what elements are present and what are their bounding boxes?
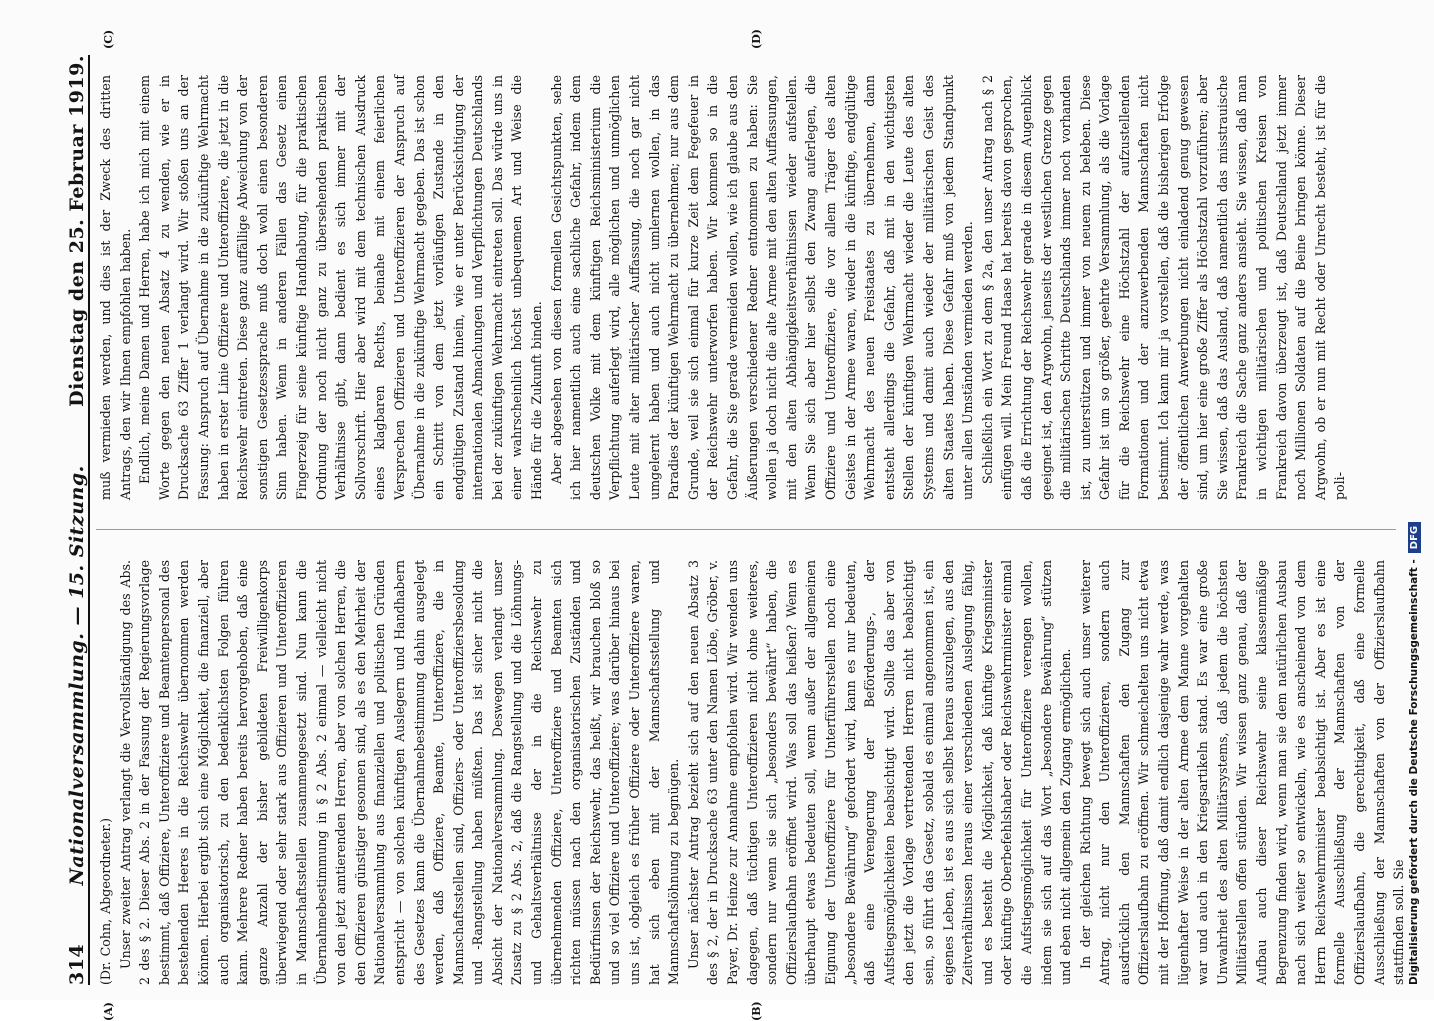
text-column-left <box>96 560 1409 985</box>
paragraph: Unser nächster Antrag bezieht sich auf den neuen Absatz 3 des § 2, der in Drucksache 63 unter den Namen Löbe, Gröber, v. Payer, Dr. Heinze zur Annahme empfohlen wird. Wir wenden uns dagegen, daß tüchtigen Unteroffizieren nicht ohne weiteres, sondern nur wenn sie sich „besonders bewährt“ haben, die Offizierslaufbahn eröffnet wird. Was soll das heißen? Wenn es überhaupt etwas bedeuten soll, wenn außer der allgemeinen Eignung der Unteroffiziere für Unterführerstellen noch eine „besondere Bewährung“ gefordert wird, kann es nur bedeuten, daß eine Verengerung der Beförderungs-, der Aufstiegsmöglichkeiten beabsichtigt wird. Sollte das aber von den jetzt die Vorlage vertretenden Herren nicht beabsichtigt sein, so führt das Gesetz, sobald es einmal angenommen ist, ein eigenes Leben, ist es aus sich selbst heraus auszulegen, aus den Zeitverhältnissen heraus einer verschiedenen Auslegung fähig, und es besteht die Möglichkeit, daß künftige Kriegsminister oder künftige Oberbefehlshaber oder Reichswehrminister einmal die Aufstiegsmöglichkeit für Unteroffiziere verengen wollen, indem sie sich auf das Wort „besondere Bewährung“ stützen und eben nicht allgemein den Zugang ermöglichen. <box>685 560 1074 985</box>
margin-marker-a: (A) <box>102 1002 115 1021</box>
paragraph: muß vermieden werden, und dies ist der Zweck des dritten Antrags, den wir Ihnen empfohlen haben. <box>98 75 133 500</box>
page-header <box>50 55 90 985</box>
credit-text: Digitalisierung gefördert durch die Deutsche Forschungsgemeinschaft - <box>1408 559 1420 985</box>
paragraph: In der gleichen Richtung bewegt sich auch unser weiterer Antrag, nicht nur den Unteroffizieren, sondern auch ausdrücklich den Mannschaften den Zugang zur Offizierslaufbahn zu eröffnen. Wir schmeichelten uns nicht etwa mit der Hoffnung, daß damit endlich dasjenige wahr werde, was lügenhafter Weise in der alten Armee dem Manne vorgehalten war und auch in den Kriegsartikeln stand. Es war eine große Unwahrheit des alten Militärsystems, daß jedem die höchsten Militärstellen offen stünden. Wir wissen ganz genau, daß der Aufbau auch dieser Reichswehr seine klassenmäßige Begrenzung finden wird, wenn man sie dem natürlichen Ausbau nach sich weiter so entwickeln, wie es anscheinend von dem Herrn Reichswehrminister beabsichtigt ist. Aber es ist eine formelle Ausschließung der Mannschaften von der Offizierslaufbahn, die gerechtigkeit, daß eine formelle Ausschließung der Mannschaften von der Offizierslaufbahn stattfinden soll. Sie <box>1077 560 1407 985</box>
dfg-logo: DFG <box>1408 522 1421 553</box>
session-title: Nationalversammlung. — 15. Sitzung. <box>66 465 88 886</box>
rotated-page-content <box>50 29 1420 1021</box>
paragraph: Unser zweiter Antrag verlangt die Vervollständigung des Abs. 2 des § 2. Dieser Abs. 2 in der Fassung der Regierungsvorlage bestimmt, daß Offiziere, Unteroffiziere und Beamtenpersonal des bestehenden Heeres in die Reichswehr übernommen werden können. Hierbei ergibt sich eine Möglichkeit, die finanziell, aber auch organisatorisch, zu den bedenklichsten Folgen führen kann. Mehrere Redner haben bereits hervorgehoben, daß eine ganze Anzahl der bisher gebildeten Freiwilligenkorps überwiegend oder sehr stark aus Offizieren und Unteroffizieren in Mannschaftsstellen zusammengesetzt sind. Nun kann die Übernahmebestimmung in § 2 Abs. 2 einmal — vielleicht nicht von den jetzt amtierenden Herren, aber von solchen Herren, die den Offizieren günstiger gesonnen sind, als es den Mehrheit der Nationalversammlung aus finanziellen und politischen Gründen entspricht — von solchen künftigen Auslegern und Handhabern des Gesetzes kann die Übernahmebestimmung dahin ausgelegt werden, daß Offiziere, Beamte, Unteroffiziere, die in Mannschaftsstellen sind, Offiziers- oder Unteroffiziersbesoldung und -Rangstellung haben müßten. Das ist sicher nicht die Absicht der Nationalversammlung. Deswegen verlangt unser Zusatz zu § 2 Abs. 2, daß die Rangstellung und die Löhnungs- und Gehaltsverhältnisse der in die Reichswehr zu übernehmenden Offiziere, Unteroffiziere und Beamten sich richten müssen nach den organisatorischen Zuständen und Bedürfnissen der Reichswehr, das heißt, wir brauchen bloß so und so viel Offiziere und Unteroffiziere; was darüber hinaus bei uns ist, obgleich es früher Offiziere oder Unteroffiziere waren, hat sich eben mit der Mannschaftsstellung und Mannschaftslöhnung zu begnügen. <box>117 560 682 985</box>
digitization-credit <box>1408 522 1421 985</box>
session-date: Dienstag den 25. Februar 1919. <box>66 55 88 407</box>
text-column-right <box>96 75 1350 500</box>
page-number: 314 <box>66 943 88 985</box>
column-divider <box>96 529 1396 530</box>
speaker-note: (Dr. Cohn, Abgeordneter.) <box>98 817 113 985</box>
paragraph: Endlich, meine Damen und Herren, habe ich mich mit einem Worte gegen den neuen Absatz 4 zu wenden, wie er in Drucksache 63 Ziffer 1 verlangt wird. Wir stoßen uns an der Fassung: Anspruch auf Übernahme in die zukünftige Wehrmacht haben in erster Linie Offiziere und Unteroffiziere, die jetzt in die Reichswehr eintreten. Diese ganz auffällige Abweichung von der sonstigen Gesetzessprache muß doch wohl einen besonderen Sinn haben. Wenn in anderen Fällen das Gesetz einen Fingerzeig für seine künftige Handhabung, für die praktischen Ordnung der noch nicht ganz zu übersehenden praktischen Verhältnisse gibt, dann bedient es sich immer mit der Sollvorschrift. Hier aber wird mit dem technischen Ausdruck eines klagbaren Rechts, beinahe mit einem feierlichen Versprechen Offizieren und Unteroffizieren der Anspruch auf Übernahme in die zukünftige Wehrmacht gegeben. Das ist schon ein Schritt von dem jetzt vorläufigen Zustande in den endgültigen Zustand hinein, wie er unter Berücksichtigung der internationalen Abmachungen und Verpflichtungen Deutschlands bei der zukünftigen Wehrmacht eintreten soll. Das würde uns in einer wahrscheinlich höchst unbequemen Art und Weise die Hände für die Zukunft binden. <box>137 75 545 500</box>
margin-marker-b: (B) <box>750 1001 763 1021</box>
margin-marker-d: (D) <box>750 29 763 49</box>
paragraph: Schließlich ein Wort zu dem § 2a, den unser Antrag nach § 2 einfügen will. Mein Freund Haase hat bereits davon gesprochen, daß die Errichtung der Reichswehr gerade in diesem Augenblick geeignet ist, den Argwohn, jenseits der westlichen Grenze gegen die militärischen Schritte Deutschlands immer noch vorhanden ist, zu unterstützen und immer von neuem zu beleben. Diese Gefahr ist um so größer, geehrte Versammlung, als die Vorlage für die Reichswehr eine Höchstzahl der aufzustellenden Formationen und der anzuwerbenden Mannschaften nicht bestimmt. Ich kann mir ja vorstellen, daß die bisherigen Erfolge der öffentlichen Anwerbungen nicht einladend genug gewesen sind, um hier eine große Ziffer als Höchstzahl vorzuführen; aber Sie wissen, daß das Ausland, daß namentlich das misstrauische Frankreich die Sache ganz anders ansieht. Sie wissen, daß man in wichtigen militärischen und politischen Kreisen von Frankreich davon überzeugt ist, daß Deutschland jetzt immer noch Millionen Soldaten auf die Beine bringen könne. Dieser Argwohn, ob er nun mit Recht oder Unrecht besteht, ist für die poli- <box>979 75 1348 500</box>
margin-marker-c: (C) <box>102 29 115 49</box>
paragraph: Aber abgesehen von diesen formellen Gesichtspunkten, sehe ich hier namentlich auch eine sachliche Gefahr, indem dem deutschen Volke mit dem künftigen Reichsministerium die Verpflichtung auferlegt wird, alle möglichen und unmöglichen Leute mit alter militärischer Auffassung, die noch gar nicht umgelernt haben und auch nicht umlernen wollen, in das Paradies der künftigen Wehrmacht zu übernehmen; nur aus dem Grunde, weil sie sich einmal für kurze Zeit dem Fegefeuer in der Reichswehr unterworfen haben. Wir kommen so in die Gefahr, die Sie gerade vermeiden wollen, wie ich glaube aus den Äußerungen verschiedener Redner entnommen zu haben: Sie wollen ja doch nicht die alte Armee mit den alten Auffassungen, mit den alten Abhängigkeitsverhältnissen wieder aufstellen. Wenn Sie sich aber hier selbst den Zwang auferlegen, die Offiziere und Unteroffiziere, die vor allem Träger des alten Geistes in der Armee waren, wieder in die künftige, endgültige Wehrmacht des neuen Freistaates zu übernehmen, dann entsteht allerdings die Gefahr, daß mit in den wichtigsten Stellen der künftigen Wehrmacht wieder die Leute des alten Systems und damit auch wieder der militärischen Geist des alten Staates haben. Diese Gefahr muß von jedem Standpunkt unter allen Umständen vermieden werden. <box>548 75 976 500</box>
